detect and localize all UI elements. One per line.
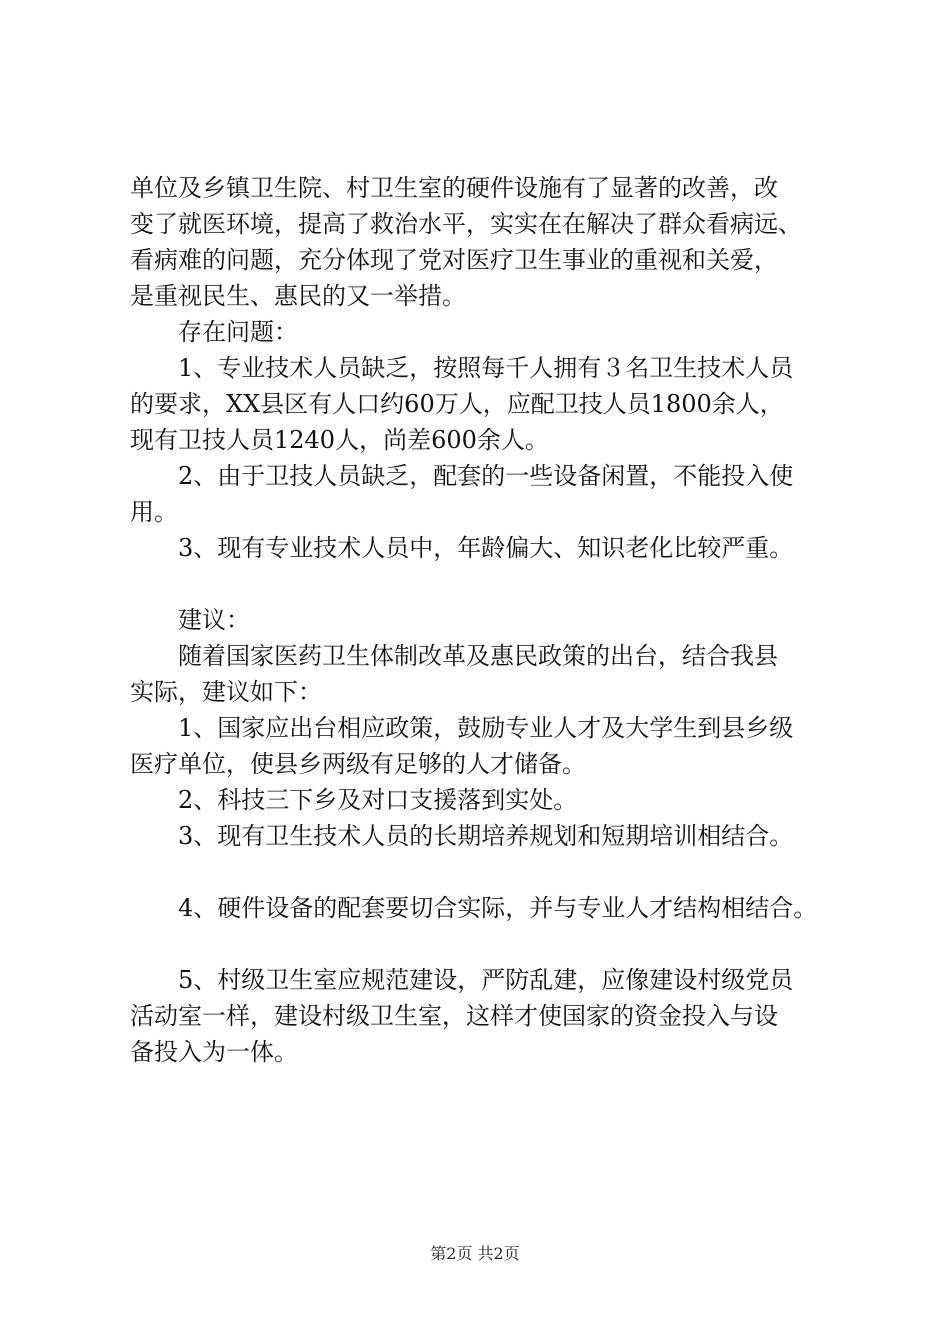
section-heading-problems: 存在问题：: [178, 318, 298, 346]
blank-line: [130, 566, 835, 602]
paragraph-line: 单位及乡镇卫生院、村卫生室的硬件设施有了显著的改善，改: [130, 174, 778, 202]
paragraph-line: 2、科技三下乡及对口支援落到实处。: [178, 786, 578, 814]
paragraph-line: 随着国家医药卫生体制改革及惠民政策的出台，结合我县: [178, 642, 778, 670]
paragraph-line: 活动室一样，建设村级卫生室，这样才使国家的资金投入与设: [130, 1002, 778, 1030]
paragraph-line: 备投入为一体。: [130, 1038, 298, 1066]
paragraph-line: 变了就医环境，提高了救治水平，实实在在解决了群众看病远、: [130, 210, 802, 238]
paragraph-line: 实际，建议如下：: [130, 678, 322, 706]
paragraph-line: 2、由于卫技人员缺乏，配套的一些设备闲置，不能投入使: [178, 462, 794, 490]
section-heading-suggestions: 建议：: [178, 606, 250, 634]
paragraph-line: 的要求，XX县区有人口约60万人，应配卫技人员1800余人，: [130, 390, 784, 418]
paragraph-line: 1、专业技术人员缺乏，按照每千人拥有３名卫生技术人员: [178, 354, 794, 382]
paragraph-line: 医疗单位，使县乡两级有足够的人才储备。: [130, 750, 586, 778]
paragraph-line: 3、现有卫生技术人员的长期培养规划和短期培训相结合。: [178, 822, 794, 850]
paragraph-line: 看病难的问题，充分体现了党对医疗卫生事业的重视和关爱，: [130, 246, 778, 274]
paragraph-line: 5、村级卫生室应规范建设，严防乱建，应像建设村级党员: [178, 966, 794, 994]
paragraph-line: 3、现有专业技术人员中，年龄偏大、知识老化比较严重。: [178, 534, 794, 562]
paragraph-line: 4、硬件设备的配套要切合实际，并与专业人才结构相结合。: [178, 894, 818, 922]
blank-line: [130, 926, 835, 962]
paragraph-line: 现有卫技人员1240人，尚差600余人。: [130, 426, 549, 454]
blank-line: [130, 854, 835, 890]
page-number-footer: 第2页 共2页: [430, 1244, 520, 1263]
paragraph-line: 1、国家应出台相应政策，鼓励专业人才及大学生到县乡级: [178, 714, 794, 742]
paragraph-line: 用。: [130, 498, 178, 526]
document-body: [130, 170, 835, 1070]
paragraph-line: 是重视民生、惠民的又一举措。: [130, 282, 466, 310]
